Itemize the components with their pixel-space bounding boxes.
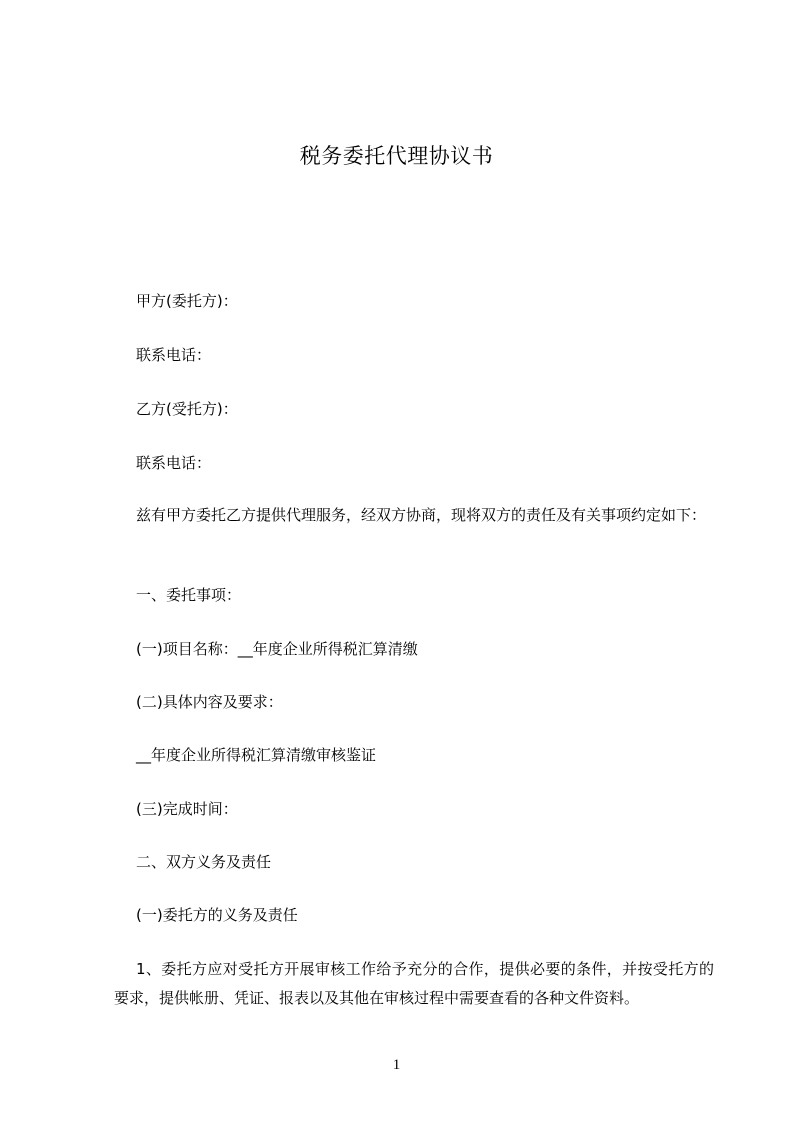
- clause-1-paragraph: 1、委托方应对受托方开展审核工作给予充分的合作，提供必要的条件，并按受托方的要求，提供帐册、凭证、报表以及其他在审核过程中需要查看的各种文件资料。: [114, 960, 714, 1007]
- party-a-phone-label: 联系电话：: [136, 346, 212, 364]
- item-content-detail: __年度企业所得税汇算清缴审核鉴证: [136, 746, 377, 764]
- document-title: 税务委托代理协议书: [299, 144, 494, 168]
- item-content-requirements: (二)具体内容及要求：: [136, 693, 283, 711]
- party-b-label: 乙方(受托方)：: [136, 400, 238, 418]
- intro-paragraph: 兹有甲方委托乙方提供代理服务，经双方协商，现将双方的责任及有关事项约定如下：: [136, 506, 707, 524]
- party-a-label: 甲方(委托方)：: [136, 292, 238, 310]
- party-b-phone-label: 联系电话：: [136, 454, 212, 472]
- item-completion-time: (三)完成时间：: [136, 800, 238, 818]
- item-project-name: (一)项目名称：__年度企业所得税汇算清缴: [136, 640, 418, 658]
- section-heading-entrusted-matters: 一、委托事项：: [136, 586, 242, 604]
- section-heading-obligations: 二、双方义务及责任: [136, 853, 272, 871]
- page-number: 1: [392, 1057, 401, 1073]
- subsection-client-obligations: (一)委托方的义务及责任: [136, 906, 298, 924]
